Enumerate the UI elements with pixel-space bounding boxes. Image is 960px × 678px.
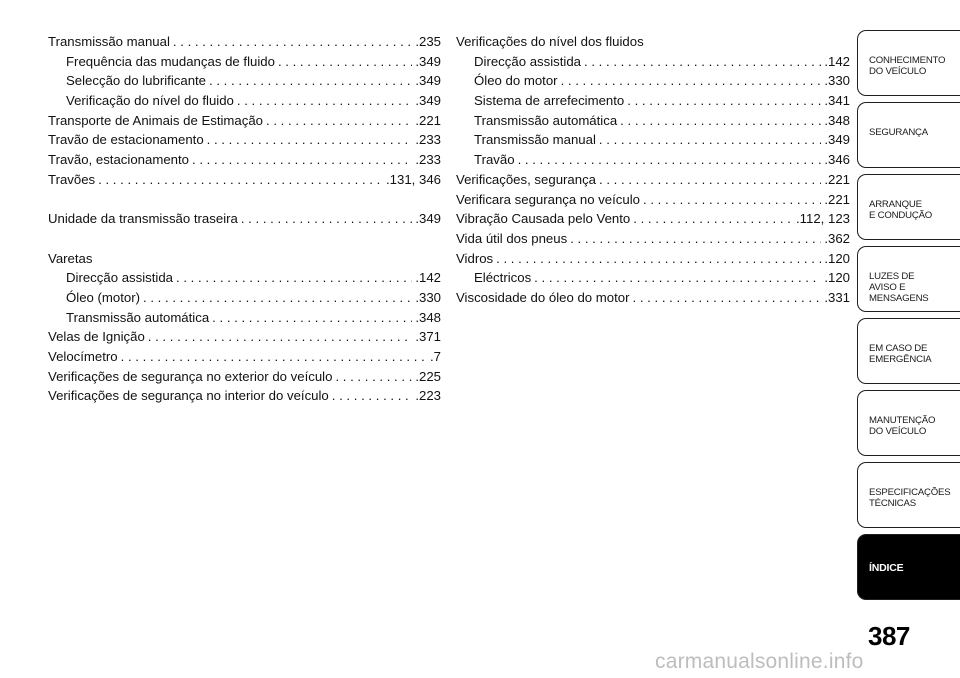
section-tab-label: CONHECIMENTO [869, 55, 946, 66]
section-tab[interactable] [857, 462, 960, 528]
section-tab[interactable] [857, 390, 960, 456]
index-right-column [456, 32, 850, 308]
dot-leader [121, 347, 427, 367]
index-subentry [456, 268, 850, 288]
entry-spacer [48, 229, 441, 249]
dot-leader [207, 130, 413, 150]
index-entry [48, 111, 441, 131]
entry-label: Velas de Ignição [48, 329, 145, 345]
index-subentry [456, 52, 850, 72]
entry-label: Óleo (motor) [66, 289, 141, 305]
section-tab-label: ARRANQUE [869, 199, 922, 210]
entry-page-reference[interactable]: .221 [415, 112, 441, 128]
entry-page-reference[interactable]: .131, 346 [386, 171, 441, 187]
section-tab-label: MENSAGENS [869, 293, 929, 304]
entry-label: Velocímetro [48, 349, 118, 364]
entry-spacer [48, 190, 441, 210]
section-tab-label: ESPECIFICAÇÕES [869, 487, 951, 498]
index-entry [48, 170, 441, 190]
index-subentry [48, 308, 441, 328]
section-tab-label: EMERGÊNCIA [869, 354, 932, 365]
entry-label: Direcção assistida [474, 53, 582, 69]
entry-page-reference[interactable]: .349 [415, 53, 441, 69]
dot-leader [148, 327, 413, 347]
section-tab-label: AVISO E [869, 282, 906, 293]
entry-label: Frequência das mudanças de fluido [66, 53, 275, 69]
section-tab-label: MANUTENÇÃO [869, 415, 936, 426]
entry-label: Travões [48, 171, 96, 187]
entry-label: Verificações do nível dos fluidos [456, 34, 644, 49]
section-tab-label: TÉCNICAS [869, 498, 916, 509]
entry-label: Verificação do nível do fluido [66, 93, 234, 109]
dot-leader [173, 32, 412, 52]
section-tab-label: E CONDUÇÃO [869, 210, 933, 221]
entry-label: Direcção assistida [66, 270, 174, 286]
entry-page-reference[interactable]: .341 [824, 93, 850, 109]
entry-page-reference[interactable]: .348 [415, 309, 441, 325]
dot-leader [266, 111, 412, 131]
entry-label: Transmissão automática [474, 112, 618, 128]
entry-page-reference[interactable]: .7 [430, 349, 441, 364]
entry-label: Transporte de Animais de Estimação [48, 112, 264, 128]
entry-label: Óleo do motor [474, 73, 558, 89]
entry-page-reference[interactable]: .349 [824, 132, 850, 148]
entry-label: Transmissão manual [474, 132, 596, 148]
entry-page-reference[interactable]: .235 [415, 34, 441, 49]
entry-label: Travão, estacionamento [48, 152, 189, 168]
entry-label: Transmissão automática [66, 309, 210, 325]
entry-page-reference[interactable]: .330 [415, 289, 441, 305]
index-subentry [48, 52, 441, 72]
dot-leader [561, 71, 822, 91]
dot-leader [212, 308, 412, 328]
entry-label: Viscosidade do óleo do motor [456, 289, 630, 305]
entry-page-reference[interactable]: .112, 123 [795, 211, 850, 227]
entry-label: Vibração Causada pelo Vento [456, 211, 631, 227]
dot-leader [534, 268, 821, 288]
index-subentry [456, 91, 850, 111]
index-subentry [48, 91, 441, 111]
entry-label: Varetas [48, 250, 93, 266]
index-subentry [456, 150, 850, 170]
index-entry [456, 249, 850, 269]
entry-page-reference[interactable]: .331 [824, 289, 850, 305]
section-tab[interactable] [857, 174, 960, 240]
entry-page-reference[interactable]: .120 [824, 250, 850, 266]
entry-label: Verificações, segurança [456, 171, 597, 187]
index-subentry [48, 268, 441, 288]
index-subentry [48, 288, 441, 308]
section-tab[interactable] [857, 30, 960, 96]
index-entry [48, 150, 441, 170]
entry-label: Verificações de segurança no interior do veículo [48, 388, 329, 404]
dot-leader [278, 52, 412, 72]
entry-page-reference[interactable]: .371 [415, 329, 441, 345]
index-entry [456, 190, 850, 210]
entry-page-reference[interactable]: .346 [824, 152, 850, 168]
entry-page-reference[interactable]: .225 [415, 368, 441, 384]
entry-page-reference[interactable]: .349 [415, 93, 441, 109]
dot-leader [335, 367, 412, 387]
index-entry [48, 209, 441, 229]
dot-leader [570, 229, 821, 249]
dot-leader [176, 268, 412, 288]
entry-page-reference[interactable]: .142 [824, 53, 850, 69]
section-tab-label: ÍNDICE [869, 562, 904, 574]
index-entry [48, 347, 441, 367]
index-entry [456, 229, 850, 249]
entry-label: Verificações de segurança no exterior do veículo [48, 368, 333, 384]
section-tab-label: DO VEÍCULO [869, 426, 927, 437]
entry-label: Transmissão manual [48, 34, 170, 49]
dot-leader [518, 150, 822, 170]
dot-leader [620, 111, 821, 131]
index-entry [48, 367, 441, 387]
dot-leader [496, 249, 821, 269]
entry-page-reference[interactable]: .330 [824, 73, 850, 89]
entry-page-reference[interactable]: .142 [415, 270, 441, 286]
index-subentry [48, 71, 441, 91]
section-tab-label: DO VEÍCULO [869, 66, 927, 77]
entry-page-reference[interactable]: .348 [824, 112, 850, 128]
entry-label: Eléctricos [474, 270, 532, 286]
entry-page-reference[interactable]: .120 [824, 270, 850, 286]
section-tab[interactable] [857, 102, 960, 168]
dot-leader [332, 386, 413, 406]
index-entry [456, 288, 850, 308]
section-tab[interactable] [857, 318, 960, 384]
dot-leader [633, 288, 822, 308]
entry-page-reference[interactable]: .223 [415, 388, 441, 404]
entry-label: Verificara segurança no veículo [456, 191, 640, 207]
index-left-column [48, 32, 441, 406]
section-tab-label: EM CASO DE [869, 343, 928, 354]
index-entry [48, 32, 441, 52]
index-entry [456, 32, 850, 52]
index-entry [456, 209, 850, 229]
entry-label: Travão [474, 152, 515, 168]
dot-leader [599, 130, 821, 150]
dot-leader [584, 52, 821, 72]
dot-leader [627, 91, 821, 111]
index-entry [48, 249, 441, 269]
dot-leader [643, 190, 821, 210]
entry-page-reference[interactable]: .233 [415, 132, 441, 148]
dot-leader [192, 150, 412, 170]
entry-page-reference[interactable]: .221 [824, 171, 850, 187]
entry-page-reference[interactable]: .221 [824, 191, 850, 207]
index-entry [456, 170, 850, 190]
section-tab[interactable] [857, 246, 960, 312]
watermark: carmanualsonline.info [655, 650, 864, 673]
section-tab-label: LUZES DE [869, 271, 915, 282]
dot-leader [209, 71, 412, 91]
index-subentry [456, 71, 850, 91]
dot-leader [241, 209, 412, 229]
entry-page-reference[interactable]: .233 [415, 152, 441, 168]
dot-leader [98, 170, 383, 190]
index-entry [48, 327, 441, 347]
page-number: 387 [868, 621, 910, 651]
entry-label: Sistema de arrefecimento [474, 93, 625, 109]
section-tab-label: SEGURANÇA [869, 127, 928, 138]
entry-label: Travão de estacionamento [48, 132, 204, 148]
dot-leader [237, 91, 412, 111]
index-subentry [456, 111, 850, 131]
dot-leader [599, 170, 821, 190]
index-entry [48, 386, 441, 406]
entry-label: Vidros [456, 250, 494, 266]
entry-label: Selecção do lubrificante [66, 73, 207, 89]
entry-page-reference[interactable]: .349 [415, 211, 441, 227]
entry-label: Unidade da transmissão traseira [48, 211, 238, 227]
entry-page-reference[interactable]: .349 [415, 73, 441, 89]
section-tab[interactable] [857, 534, 960, 600]
index-entry [48, 130, 441, 150]
index-subentry [456, 130, 850, 150]
entry-page-reference[interactable]: .362 [824, 230, 850, 246]
dot-leader [633, 209, 793, 229]
dot-leader [143, 288, 412, 308]
section-tabs-sidebar [857, 30, 960, 606]
entry-label: Vida útil dos pneus [456, 230, 568, 246]
